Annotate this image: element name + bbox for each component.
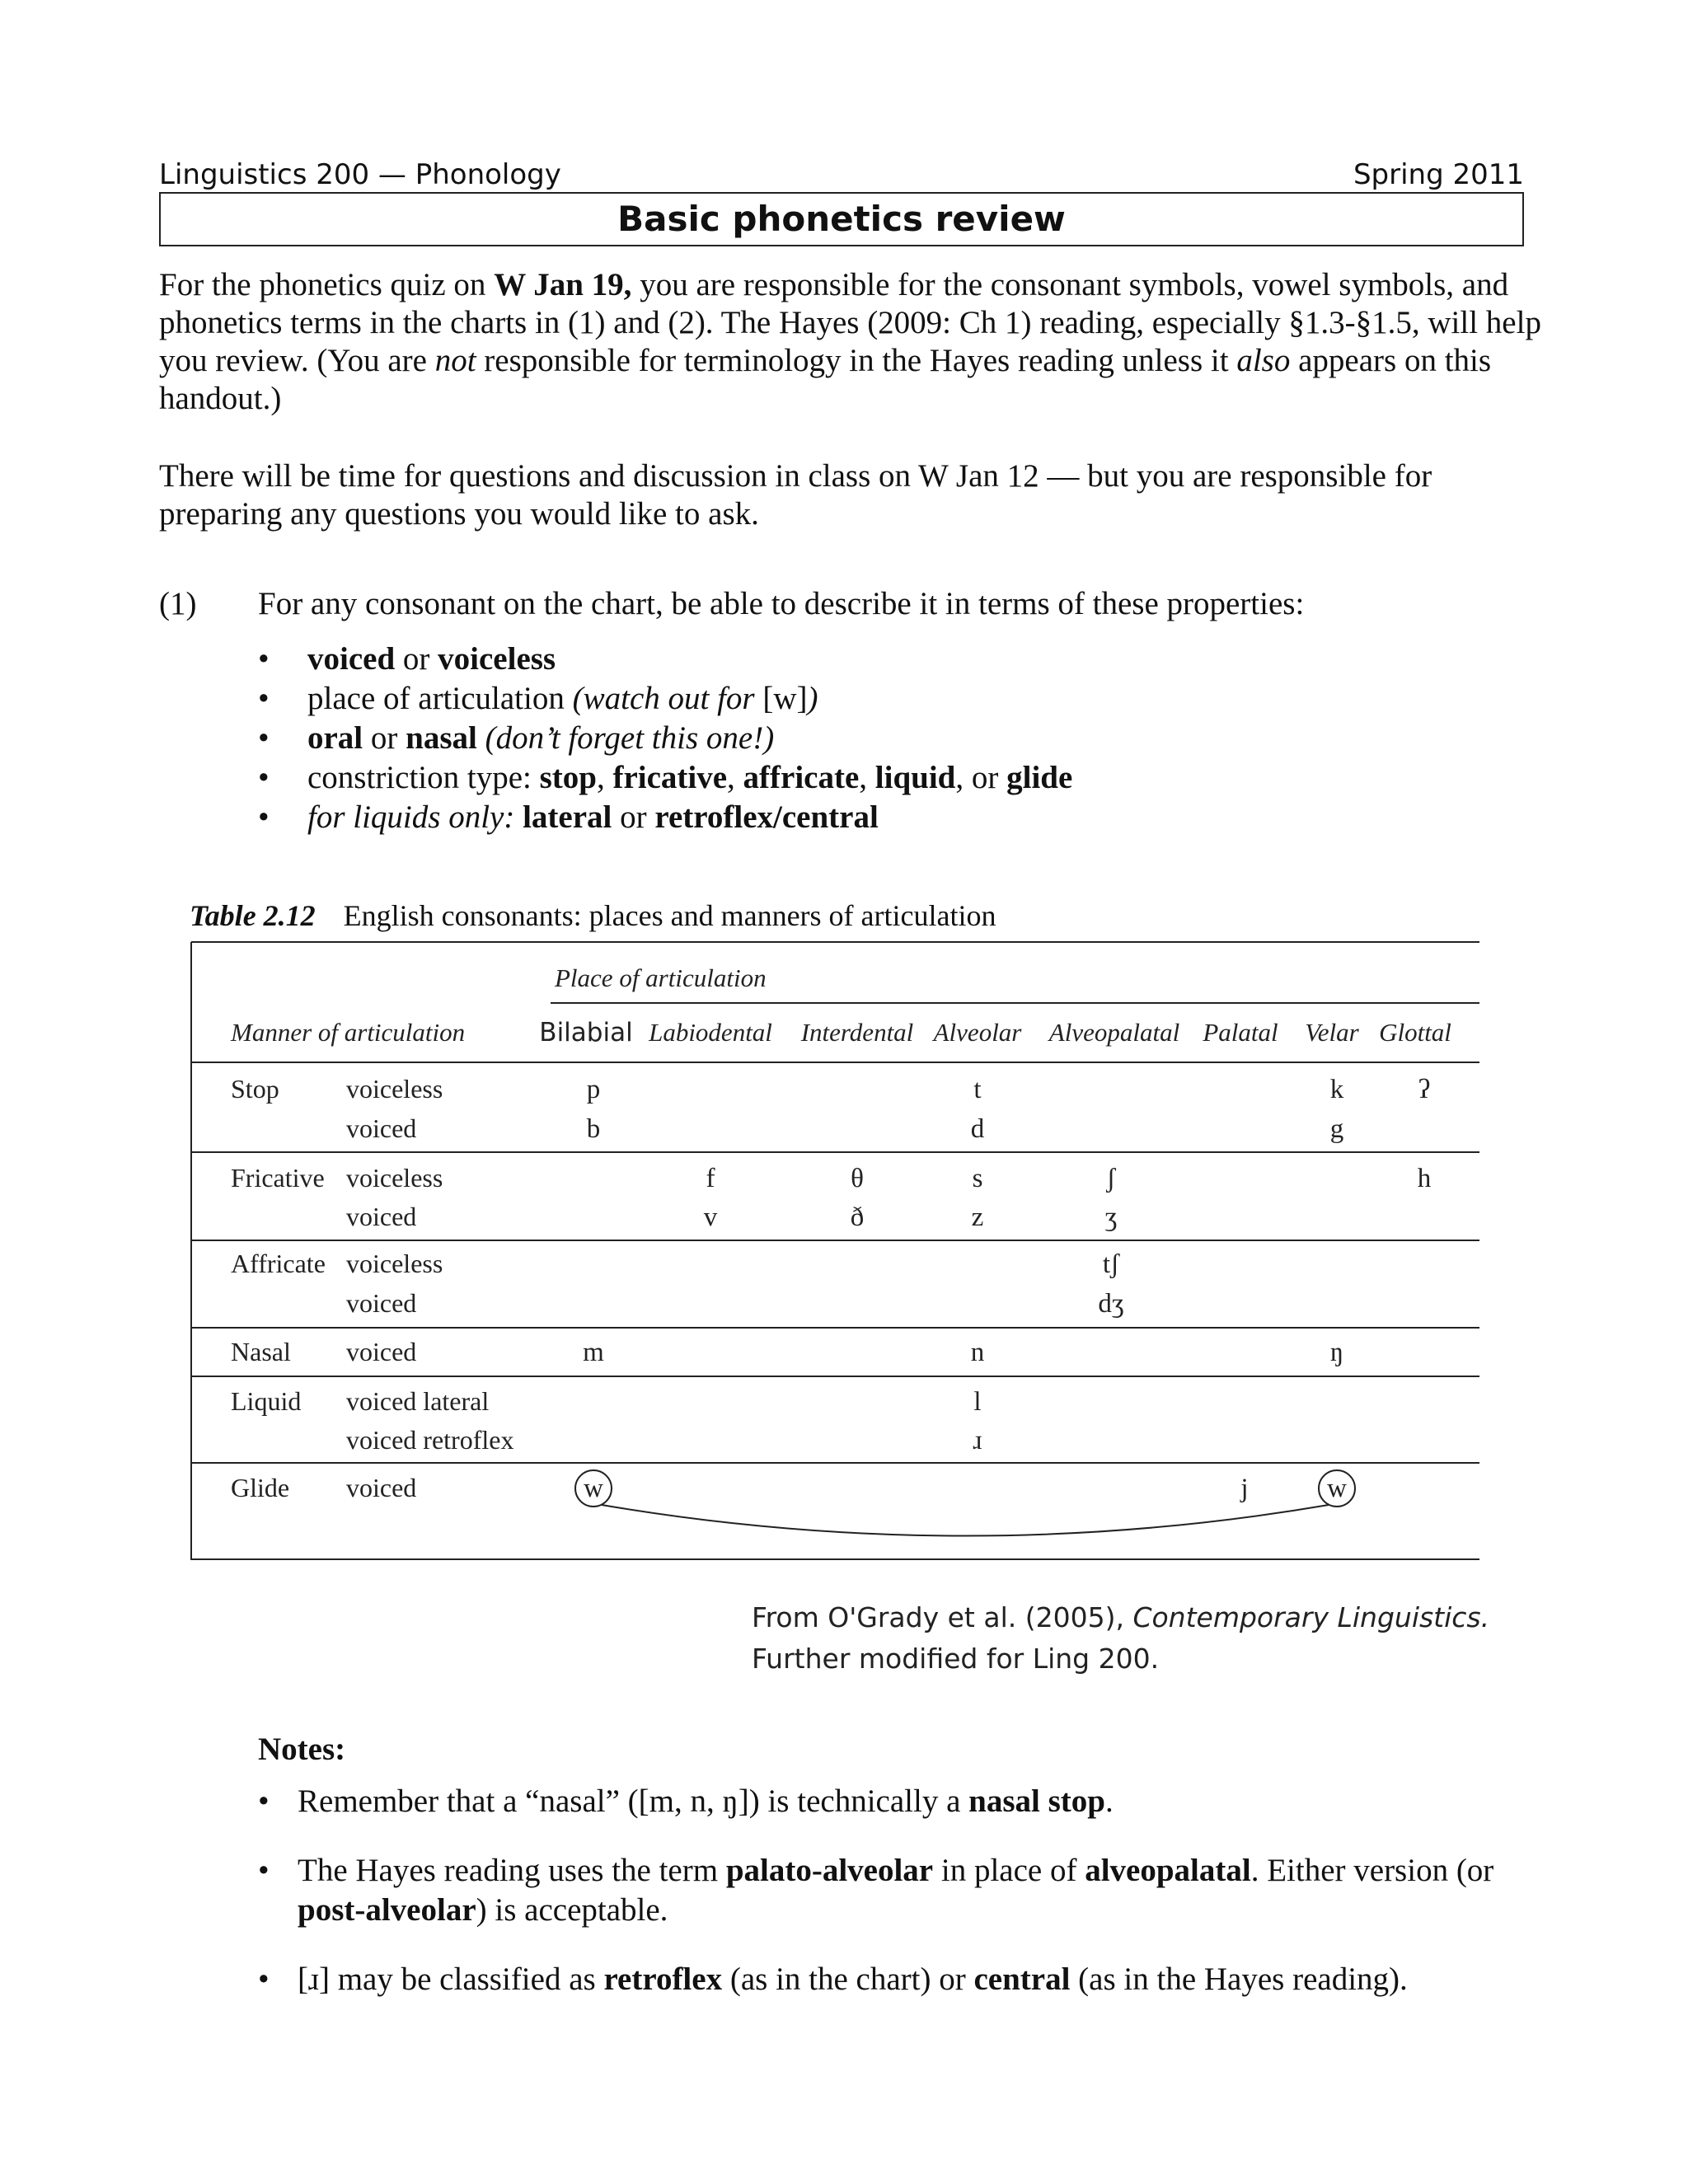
manner-label: Fricative (231, 1163, 325, 1193)
consonant-symbol: z (971, 1202, 984, 1232)
text: in place of (933, 1853, 1085, 1888)
credit-text: From O'Grady et al. (2005), (752, 1601, 1133, 1633)
manner-heading: Manner of articulation (231, 1018, 466, 1047)
term-affricate: affricate (743, 760, 860, 795)
text: ) is acceptable. (476, 1892, 668, 1928)
voicing-label: voiceless (346, 1163, 443, 1193)
table-caption-text: English consonants: places and manners of articulation (343, 899, 996, 932)
note: (watch out for (572, 681, 755, 716)
text: , (859, 760, 875, 795)
term-nasal-stop: nasal stop (968, 1783, 1105, 1819)
list-item (258, 1851, 1544, 1930)
list-item (258, 1960, 1544, 1999)
table-credit (752, 1597, 1489, 1680)
text: , or (955, 760, 1007, 795)
consonant-symbol: b (586, 1114, 601, 1144)
consonant-symbol: j (1240, 1474, 1249, 1503)
quiz-date: W Jan 19, (494, 267, 632, 302)
column-header: Bilabial (539, 1018, 633, 1047)
bullet-dot: • (258, 1853, 270, 1888)
term-voiceless: voiceless (438, 641, 556, 677)
term-retroflex: retroflex (603, 1961, 723, 1997)
consonant-symbol: t (973, 1075, 982, 1104)
text: . (1104, 1783, 1114, 1819)
course-name: Linguistics 200 — Phonology (159, 158, 561, 191)
connecting-arc (602, 1505, 1329, 1536)
consonant-symbol: θ (851, 1164, 864, 1193)
consonant-symbol: n (970, 1338, 985, 1367)
consonant-symbol: tʃ (1102, 1249, 1120, 1279)
place-heading: Place of articulation (555, 963, 767, 992)
consonant-symbol: ɹ (973, 1426, 982, 1455)
term-post-alveolar: post-alveolar (298, 1892, 476, 1928)
text: [ɹ] may be classified as (298, 1961, 604, 1997)
consonant-symbol: ʒ (1104, 1202, 1118, 1232)
column-header: Glottal (1379, 1018, 1451, 1047)
voicing-label: voiceless (346, 1249, 443, 1278)
term-glide: glide (1006, 760, 1073, 795)
list-item (258, 1782, 1544, 1821)
column-header: Interdental (800, 1018, 914, 1047)
page-title: Basic phonetics review (617, 199, 1066, 239)
text: . Either version (or (1250, 1853, 1494, 1888)
credit-line-2: Further modified for Ling 200. (752, 1643, 1160, 1675)
text: or (395, 641, 438, 677)
term-liquid: liquid (874, 760, 956, 795)
text: , (727, 760, 743, 795)
bullet-dot: • (258, 799, 270, 835)
consonant-symbol: ʃ (1106, 1164, 1116, 1193)
intro-text-b: you are responsible for the consonant symbols, vowel symbols, and phonetics terms in the charts in (1) and (2). The Hayes (2009: Ch 1) reading, especially §1.3-§1.5, will help you review. (You are (159, 267, 1541, 378)
item-number: (1) (159, 586, 197, 621)
consonant-symbol: k (1329, 1075, 1344, 1104)
term-stop: stop (539, 760, 597, 795)
term-central: central (973, 1961, 1071, 1997)
notes-list (258, 1782, 1544, 2029)
column-header: Alveopalatal (1048, 1018, 1180, 1047)
voicing-label: voiced (346, 1202, 417, 1231)
item-text: For any consonant on the chart, be able to describe it in terms of these properties: (258, 586, 1305, 621)
consonant-symbol: h (1417, 1164, 1432, 1193)
consonant-symbol: dʒ (1098, 1289, 1124, 1319)
term-lateral: lateral (523, 799, 612, 835)
manner-label: Glide (231, 1473, 290, 1502)
voicing-label: voiced lateral (346, 1386, 490, 1416)
symbol-w: [w] (754, 681, 808, 716)
table-label: Table 2.12 (190, 899, 316, 932)
consonant-symbol: l (973, 1387, 982, 1417)
term-oral: oral (307, 720, 363, 756)
voicing-label: voiced (346, 1473, 417, 1502)
consonant-symbol: ʔ (1418, 1075, 1431, 1104)
credit-book: Contemporary Linguistics. (1132, 1601, 1490, 1633)
consonant-symbol: g (1329, 1114, 1344, 1144)
consonant-symbol: v (703, 1202, 718, 1232)
term-alveopalatal: alveopalatal (1085, 1853, 1251, 1888)
consonant-symbol: w (1327, 1474, 1347, 1503)
intro-text-a: For the phonetics quiz on (159, 267, 495, 302)
term-label: Spring 2011 (1353, 158, 1524, 191)
bullet-dot: • (258, 641, 270, 677)
note: (don’t forget this one!) (476, 720, 775, 756)
text: place of articulation (307, 681, 573, 716)
voicing-label: voiceless (346, 1074, 443, 1104)
text: The Hayes reading uses the term (298, 1853, 726, 1888)
column-header: Alveolar (933, 1018, 1022, 1047)
consonant-symbol: s (972, 1164, 983, 1193)
consonant-symbol: m (583, 1338, 604, 1367)
manner-label: Nasal (231, 1337, 291, 1366)
bullet-dot: • (258, 1961, 270, 1997)
intro-text-d: appears on this handout.) (159, 343, 1492, 416)
credit-line-1 (752, 1597, 1489, 1638)
consonant-symbol: p (586, 1075, 601, 1104)
manner-label: Liquid (231, 1386, 302, 1416)
voicing-label: voiced (346, 1113, 417, 1143)
bullet-dot: • (258, 681, 270, 716)
manner-label: Stop (231, 1074, 279, 1104)
intro-also: also (1236, 343, 1291, 378)
term-nasal: nasal (406, 720, 477, 756)
consonant-symbol: ð (850, 1202, 865, 1232)
consonant-symbol: f (706, 1164, 715, 1193)
text: Remember that a “nasal” ([m, n, ŋ]) is technically a (298, 1783, 969, 1819)
text: or (612, 799, 655, 835)
term-palato-alveolar: palato-alveolar (725, 1853, 934, 1888)
note: ) (807, 681, 818, 716)
consonant-symbol: d (970, 1114, 985, 1144)
discussion-paragraph: There will be time for questions and discussion in class on W Jan 12 — but you are responsible for preparing any questions you would like to ask. (159, 458, 1432, 532)
term-retroflex-central: retroflex/central (654, 799, 879, 835)
column-header: Palatal (1203, 1018, 1278, 1047)
term-fricative: fricative (612, 760, 728, 795)
bullet-dot: • (258, 720, 270, 756)
intro-text-c: responsible for terminology in the Hayes reading unless it (476, 343, 1237, 378)
note: for liquids only: (307, 799, 515, 835)
manner-label: Affricate (231, 1249, 326, 1278)
text: , (596, 760, 613, 795)
column-header: Velar (1305, 1018, 1359, 1047)
voicing-label: voiced retroflex (346, 1425, 514, 1455)
voicing-label: voiced (346, 1337, 417, 1366)
intro-not: not (434, 343, 476, 378)
text: (as in the chart) or (722, 1961, 974, 1997)
bullet-dot: • (258, 1783, 270, 1819)
text: or (363, 720, 406, 756)
bullet-dot: • (258, 760, 270, 795)
notes-heading: Notes: (258, 1732, 346, 1767)
column-header: Labiodental (649, 1018, 772, 1047)
text: (as in the Hayes reading). (1070, 1961, 1408, 1997)
term-voiced: voiced (307, 641, 396, 677)
consonant-symbol: ŋ (1329, 1338, 1344, 1367)
text: constriction type: (307, 760, 540, 795)
consonant-symbol: w (584, 1474, 603, 1503)
voicing-label: voiced (346, 1288, 417, 1318)
